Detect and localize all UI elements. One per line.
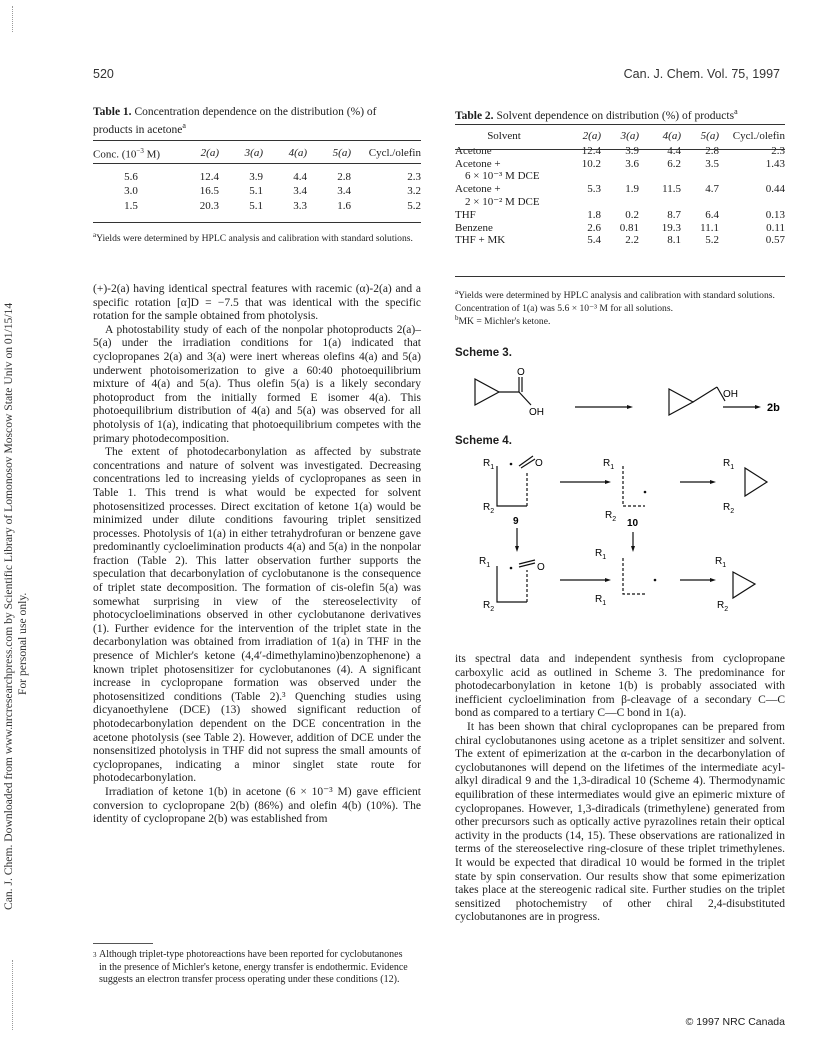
row-label-cell: Benzene (455, 221, 493, 234)
value-cell: 0.44 (765, 183, 785, 196)
value-cell: 4.4 (667, 144, 681, 157)
substituent-r2: $R_2$ (483, 502, 495, 515)
value-cell: 4.4 (293, 170, 307, 183)
radical-dot (654, 579, 657, 582)
value-cell (553, 196, 601, 209)
value-cell: 12.4 (581, 144, 601, 157)
value-cell: 20.3 (199, 199, 219, 212)
value-cell: 3.2 (407, 185, 421, 198)
arrow-head (515, 546, 519, 552)
scheme3-label: Scheme 3. (455, 347, 512, 359)
paragraph: A photostability study of each of the nonpolar photoproducts 2(a)–5(a) under the irradiation conditions for 1(a) indicated that cyclopropanes 2(a) and 3(a) were inert whereas olefins 4(a) and 5(a) underwent photoisomerization to give a 60:40 photoequilibrium mixture of 4(a) and 5(a). Thus olefin 5(a) is a likely secondary photoproduct from the initially formed E isomer 4(a). This photoequilibrium distribution of 4(a) and 5(a) was observed for all photolysis of 1(a), indicating that photoequilibrium competes with the primary photodecomposition. (93, 323, 421, 445)
substituent-r1: $R_1$ (715, 556, 727, 569)
value-cell: 5.2 (705, 234, 719, 247)
table-row (93, 198, 421, 213)
arrow-head (710, 480, 716, 484)
substituent-r2: $R_2$ (483, 600, 495, 613)
table-row (455, 158, 785, 171)
running-head: Can. J. Chem. Vol. 75, 1997 (623, 67, 780, 81)
arrow-head (605, 480, 611, 484)
value-cell (553, 170, 601, 183)
right-column-body (455, 653, 785, 925)
copyright: © 1997 NRC Canada (685, 1016, 785, 1028)
row-label-cell: Acetone + (455, 157, 501, 170)
table2-header-rule (455, 149, 785, 150)
value-cell: 1.6 (337, 199, 351, 212)
table-row (455, 209, 785, 222)
footnote-3: $^3$ Although triplet-type photoreactions have been reported for cyclobutanones in the presence of Michler's ketone, energy transfer is endothermic. Evidence suggests an electron transfer process operating under these conditions (12). (93, 949, 408, 985)
value-cell: 5.1 (249, 199, 263, 212)
value-cell: 5.4 (587, 234, 601, 247)
value-cell: 0.81 (619, 221, 639, 234)
value-cell: 1.9 (625, 183, 639, 196)
substituent-r1: $R_1$ (603, 458, 615, 471)
table1-label: Table 1. (93, 106, 132, 118)
value-cell (681, 170, 719, 183)
paragraph: (+)-2(a) having identical spectral features with racemic (α)-2(a) and a specific rotation [α]D = −7.5 that was identical with the specific rotation for the sample obtained from photolysis. (93, 283, 421, 323)
value-cell: 6.4 (705, 208, 719, 221)
value-cell: 19.3 (661, 221, 681, 234)
table2-footnote-b: $^b$MK = Michler's ketone. (455, 314, 551, 328)
scheme4-label: Scheme 4. (455, 435, 512, 447)
value-cell: 5.1 (249, 185, 263, 198)
substituent-r2: $R_2$ (723, 502, 735, 515)
value-cell: 2.2 (625, 234, 639, 247)
value-cell: 0.57 (765, 234, 785, 247)
download-stamp-personal-use: For personal use only. (16, 592, 29, 695)
table2-col: 2(a) (582, 130, 601, 142)
value-cell: 0.13 (765, 208, 785, 221)
table2-col: 3(a) (620, 130, 639, 142)
row-label-cell: 5.6 (124, 170, 138, 183)
table1-col-conc: Conc. ($10^{-3}$ M) (93, 147, 161, 161)
paragraph: its spectral data and independent synthesis from cyclopropane carboxylic acid as outlined in Scheme 3. The predominance for photodecarbonylation in ketone 1(b) is probably associated with inefficient cycloelimination from β-cleavage of a secondary C—C bond as compared to a tertiary C—C bond in 1(a). (455, 653, 785, 720)
substituent-r2: $R_2$ (717, 600, 729, 613)
value-cell: 8.7 (667, 208, 681, 221)
value-cell (719, 196, 785, 209)
paragraph: It has been shown that chiral cyclopropanes can be prepared from chiral cyclobutanones using acetone as a triplet sensitizer and solvent. The extent of epimerization at the α-carbon in the decarbonylation of cyclobutanones will depend on the lifetimes of the intermediate acyl-alkyl diradical 9 and the 1,3-diradical 10 (Scheme 4). Thermodynamic equilibration of these intermediates would give an epimeric mixture of cyclopropanes. However, 1,3-diradicals (trimethylene) generated from other precursors such as optically active pyrazolines retain their optical activity in the products (14, 15). These observations are rationalized in terms of the stereoselective ring-closure of these triplet trimethylenes. It would be expected that diradical 10 would be formed in the triplet state by spin conservation. Our results show that some epimerization takes place at the stereogenic radical site. Further studies on the triplet sensitized photochemistry of other chiral 2,4-disubstituted cyclobutanones are in progress. (455, 720, 785, 924)
cyclopropane-ring (669, 389, 693, 415)
footnote-rule (93, 943, 153, 944)
table2-label: Table 2. (455, 109, 494, 122)
table2-title: Solvent dependence on distribution (%) of products (496, 109, 735, 122)
hydroxyl-label: OH (529, 407, 544, 418)
value-cell: 2.6 (587, 221, 601, 234)
value-cell (639, 196, 681, 209)
page-number: 520 (93, 67, 114, 81)
table1-title: Concentration dependence on the distribution (%) of products in acetone (93, 106, 377, 136)
value-cell (601, 196, 639, 209)
scan-noise (12, 960, 31, 1030)
table2-header-row (455, 128, 785, 145)
value-cell: 11.1 (700, 221, 719, 234)
value-cell: 3.3 (293, 199, 307, 212)
value-cell: 3.9 (625, 144, 639, 157)
value-cell: 10.2 (581, 157, 601, 170)
table1-top-rule (93, 140, 421, 141)
value-cell: 2.3 (771, 144, 785, 157)
value-cell: 3.6 (625, 157, 639, 170)
scheme3-diagram (455, 365, 785, 430)
value-cell: 0.2 (625, 208, 639, 221)
value-cell: 2.8 (705, 144, 719, 157)
value-cell: 4.7 (705, 183, 719, 196)
substituent-r2: $R_2$ (605, 510, 617, 523)
table1-col: Cycl./olefin (368, 146, 421, 159)
substituent-r1: $R_1$ (483, 458, 495, 471)
table1-col: 2(a) (200, 146, 219, 159)
diradical-number-10: 10 (627, 518, 639, 529)
value-cell: 11.5 (662, 183, 681, 196)
carbonyl-oxygen: O (535, 458, 543, 469)
table1-footnote: $^a$Yields were determined by HPLC analysis and calibration with standard solutions. (93, 231, 413, 245)
substituent-r1: $R_1$ (595, 594, 607, 607)
radical-dot (644, 491, 647, 494)
table1-header-row (93, 143, 421, 163)
value-cell (719, 170, 785, 183)
arrow-head (605, 578, 611, 582)
row-label-cell: THF + MK (455, 234, 506, 247)
table2-caption: Table 2. Solvent dependence on distribution (%) of products$^a$ (455, 107, 738, 122)
table-row (93, 163, 421, 183)
carbonyl-oxygen: O (537, 562, 545, 573)
product-label: 2b (767, 402, 780, 414)
arrow-head (710, 578, 716, 582)
table2-col: 5(a) (700, 130, 719, 142)
row-label-cell: Acetone (455, 144, 492, 157)
arrow-head (631, 546, 635, 552)
download-stamp-line: Can. J. Chem. Downloaded from www.nrcresearchpress.com by Scientific Library of Lomonosov Moscow State Univ on 01/15/14 (2, 302, 15, 910)
radical-dot (510, 567, 513, 570)
arrow-head (755, 405, 761, 409)
table2-bottom-rule (455, 276, 785, 277)
row-label-cell: 3.0 (124, 185, 138, 198)
substituent-r1: $R_1$ (595, 548, 607, 561)
table2-footnote-a: $^a$Yields were determined by HPLC analysis and calibration with standard solutions. Concentration of 1(a) was 5.6 × 10⁻³ M for all solutions. (455, 288, 775, 314)
value-cell: 3.4 (293, 185, 307, 198)
left-column-body (93, 283, 421, 827)
value-cell (601, 170, 639, 183)
table1-caption: Table 1. Concentration dependence on the distribution (%) of products in acetone$^a$ (93, 106, 377, 136)
table2 (455, 128, 785, 247)
value-cell (681, 196, 719, 209)
table-row (455, 170, 785, 183)
value-cell: 2.8 (337, 170, 351, 183)
scheme4-diagram (455, 452, 785, 622)
table-row (455, 183, 785, 196)
value-cell: 8.1 (667, 234, 681, 247)
value-cell: 12.4 (199, 170, 219, 183)
diradical-number-9: 9 (513, 516, 519, 527)
value-cell: 5.2 (407, 199, 421, 212)
substituent-r1: $R_1$ (479, 556, 491, 569)
value-cell (639, 170, 681, 183)
table1-header-rule (93, 163, 421, 164)
value-cell: 16.5 (199, 185, 219, 198)
table1 (93, 143, 421, 212)
table1-bottom-rule (93, 222, 421, 223)
table-row (455, 222, 785, 235)
table1-col: 5(a) (332, 146, 351, 159)
value-cell: 1.43 (765, 157, 785, 170)
cyclopropane-ring (475, 379, 499, 405)
table2-top-rule (455, 124, 785, 125)
table1-col: 4(a) (288, 146, 307, 159)
value-cell: 5.3 (587, 183, 601, 196)
table-row (455, 196, 785, 209)
value-cell: 2.3 (407, 170, 421, 183)
value-cell: 3.9 (249, 170, 263, 183)
value-cell: 6.2 (667, 157, 681, 170)
table-row (93, 183, 421, 198)
table2-col-solvent: Solvent (487, 130, 521, 142)
download-stamp (2, 150, 32, 910)
arrow-head (627, 405, 633, 409)
radical-dot (510, 463, 513, 466)
table1-col: 3(a) (244, 146, 263, 159)
row-label-cell: 6 × 10⁻³ M DCE (465, 170, 540, 183)
table-row (455, 145, 785, 158)
row-label-cell: Acetone + (455, 183, 501, 196)
table2-col: Cycl./olefin (732, 130, 785, 142)
row-label-cell: 2 × 10⁻² M DCE (465, 195, 540, 208)
scan-noise (12, 6, 31, 32)
value-cell: 0.11 (766, 221, 785, 234)
hydroxyl-label: OH (723, 389, 738, 400)
row-label-cell: THF (455, 208, 476, 221)
value-cell: 1.8 (587, 208, 601, 221)
row-label-cell: 1.5 (124, 199, 138, 212)
paragraph: The extent of photodecarbonylation as affected by substrate concentrations and nature of solvent was investigated. Decreasing concentrations led to increasing yields of cyclopropanes as seen in Table 1. This trend is what would be expected for solvent photosensitized processes. Direct excitation of ketone 1(a) would be minimized under dilute conditions favouring triplet sensitized processes. Photolysis of 1(a) in either tetrahydrofuran or benzene gave predominantly cycloelimination products 4(a) and 5(a) in the nonpolar fraction (Table 2). This latter observation further supports the speculation that decarbonylation of cyclobutanone is the consequence of triplet state decomposition. The formation of cis-olefin 5(a) was somewhat surprising in view of the stereoselectivity of photocycloeliminations observed in other cyclobutanone derivatives (1). Further evidence for the intervention of the triplet state in the decarbonylation was obtained from irradiation of 1(a) in THF in the presence of Michler's ketone (4,4′-dimethylamino)benzophenone) a known triplet photosensitizer for cyclobutanones (4). A significant increase in cyclopropane formation was observed under the photosensitized conditions (Table 2).³ Quenching studies using dicyanoethylene (DCE) (13) showed significant reduction of photodecarbonylation dependent on the DCE concentration in the acetone photolysis (see Table 2). However, addition of DCE under the nonsensitized photolysis in THF did not supress the small amounts of cyclopropanes, indicating a minor singlet state route for photodecarbonylation. (93, 446, 421, 785)
table2-col: 4(a) (662, 130, 681, 142)
value-cell: 3.5 (705, 157, 719, 170)
paragraph: Irradiation of ketone 1(b) in acetone (6 × 10⁻³ M) gave efficient conversion to cyclopropane 2(b) (86%) and olefin 4(b) (10%). The identity of cyclopropane 2(b) was established from (93, 785, 421, 826)
substituent-r1: $R_1$ (723, 458, 735, 471)
oxygen-label: O (517, 367, 525, 378)
value-cell: 3.4 (337, 185, 351, 198)
table-row (455, 234, 785, 247)
